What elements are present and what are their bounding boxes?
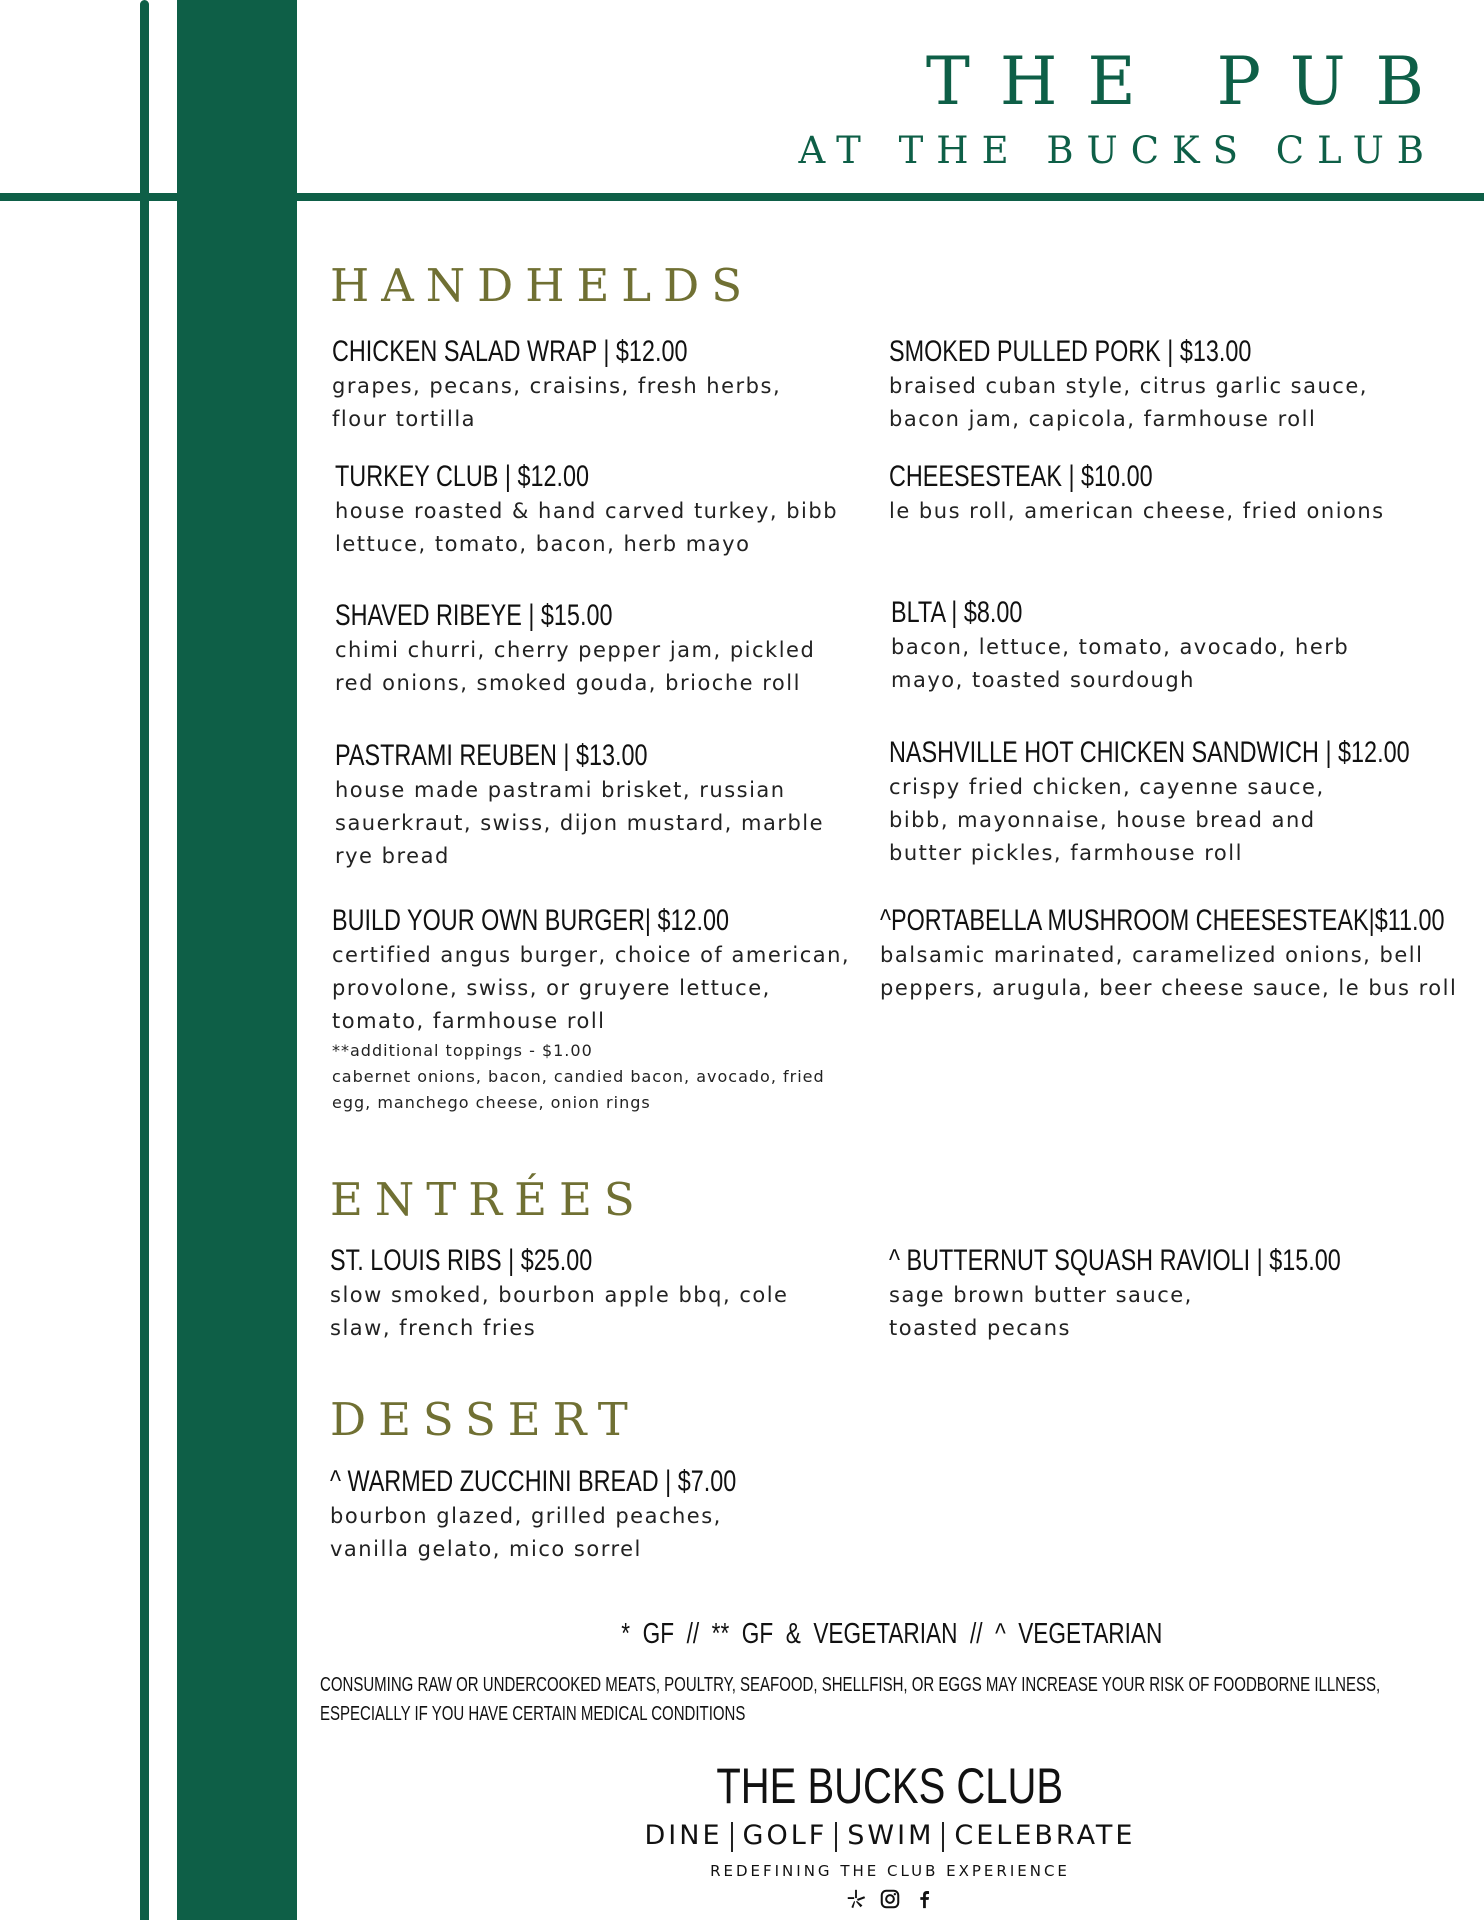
item-name: CHICKEN SALAD WRAP | $12.00 [332, 335, 688, 368]
decorative-thick-bar [177, 0, 297, 1920]
item-description: certified angus burger, choice of american, provolone, swiss, or gruyere lettuce, tomato, farmhouse roll [332, 943, 851, 1033]
item-note: **additional toppings - $1.00 [332, 1041, 593, 1060]
item-description: sage brown butter sauce, toasted pecans [889, 1283, 1193, 1340]
item-name: ST. LOUIS RIBS | $25.00 [330, 1244, 593, 1277]
item-description: le bus roll, american cheese, fried onions [889, 499, 1385, 523]
dietary-legend-text: * GF // ** GF & VEGETARIAN // ^ VEGETARIAN [620, 1618, 1163, 1650]
item-description: slow smoked, bourbon apple bbq, cole slaw, french fries [330, 1283, 789, 1340]
item-note: cabernet onions, bacon, candied bacon, avocado, fried egg, manchego cheese, onion rings [332, 1067, 825, 1112]
item-description: chimi churri, cherry pepper jam, pickled red onions, smoked gouda, brioche roll [335, 638, 816, 695]
tag-swim: SWIM [847, 1820, 935, 1851]
section-heading-dessert: DESSERT [330, 1393, 640, 1446]
footer-tagline [590, 1818, 1190, 1854]
menu-title-sub: AT THE BUCKS CLUB [798, 129, 1437, 172]
item-name: ^ WARMED ZUCCHINI BREAD | $7.00 [330, 1465, 737, 1498]
menu-item [335, 459, 855, 561]
item-name: CHEESESTEAK | $10.00 [889, 460, 1153, 493]
item-description: bourbon glazed, grilled peaches, vanilla gelato, mico sorrel [330, 1504, 722, 1561]
item-description: grapes, pecans, craisins, fresh herbs, flour tortilla [332, 374, 782, 431]
item-name: SMOKED PULLED PORK | $13.00 [889, 335, 1252, 368]
menu-item [332, 903, 852, 1116]
menu-item [330, 1464, 790, 1566]
header-divider [0, 193, 1484, 201]
item-name: PASTRAMI REUBEN | $13.00 [335, 739, 648, 772]
item-description: bacon, lettuce, tomato, avocado, herb mayo, toasted sourdough [891, 635, 1350, 692]
item-description: house made pastrami brisket, russian sauerkraut, swiss, dijon mustard, marble rye bread [335, 778, 825, 868]
footer [590, 1756, 1190, 1910]
item-description: balsamic marinated, caramelized onions, bell peppers, arugula, beer cheese sauce, le bus roll [880, 943, 1458, 1000]
item-name: TURKEY CLUB | $12.00 [335, 460, 590, 493]
facebook-icon[interactable] [913, 1888, 935, 1910]
menu-item [889, 1243, 1341, 1345]
item-name: BLTA | $8.00 [891, 596, 1023, 629]
decorative-thin-bar [140, 0, 149, 1920]
item-name: NASHVILLE HOT CHICKEN SANDWICH | $12.00 [889, 736, 1410, 769]
footer-slogan: REDEFINING THE CLUB EXPERIENCE [710, 1862, 1070, 1880]
menu-title [798, 38, 1454, 176]
tag-dine: DINE [644, 1820, 723, 1851]
item-name: ^ BUTTERNUT SQUASH RAVIOLI | $15.00 [889, 1244, 1341, 1277]
menu-item [889, 334, 1409, 436]
item-name: SHAVED RIBEYE | $15.00 [335, 599, 613, 632]
dietary-legend [300, 1618, 1483, 1651]
menu-item [889, 459, 1449, 528]
item-description: braised cuban style, citrus garlic sauce, bacon jam, capicola, farmhouse roll [889, 374, 1368, 431]
menu-title-main: THE PUB [925, 43, 1454, 120]
menu-item [889, 735, 1410, 870]
section-heading-handhelds: HANDHELDS [330, 259, 755, 312]
item-description: house roasted & hand carved turkey, bibb lettuce, tomato, bacon, herb mayo [335, 499, 839, 556]
section-heading-entrees: ENTRÉES [330, 1173, 647, 1226]
tag-celebrate: CELEBRATE [954, 1820, 1136, 1851]
item-description: crispy fried chicken, cayenne sauce, bibb, mayonnaise, house bread and butter pickles, farmhouse roll [889, 775, 1325, 865]
menu-item [335, 738, 855, 873]
instagram-icon[interactable] [879, 1888, 901, 1910]
footer-brand: THE BUCKS CLUB [716, 1758, 1064, 1814]
menu-item [880, 903, 1470, 1005]
menu-item [335, 598, 855, 700]
yelp-icon[interactable] [845, 1888, 867, 1910]
menu-item [332, 334, 832, 436]
tag-golf: GOLF [742, 1820, 828, 1851]
social-icons [590, 1888, 1190, 1910]
item-name: BUILD YOUR OWN BURGER| $12.00 [332, 904, 730, 937]
menu-item [891, 595, 1391, 697]
food-safety-disclaimer: CONSUMING RAW OR UNDERCOOKED MEATS, POULTRY, SEAFOOD, SHELLFISH, OR EGGS MAY INCREASE YOUR RISK OF FOODBORNE ILLNESS, ESPECIALLY IF YOU HAVE CERTAIN MEDICAL CONDITIONS [320, 1674, 1381, 1725]
item-name: ^PORTABELLA MUSHROOM CHEESESTEAK|$11.00 [880, 904, 1445, 937]
menu-item [330, 1243, 790, 1345]
